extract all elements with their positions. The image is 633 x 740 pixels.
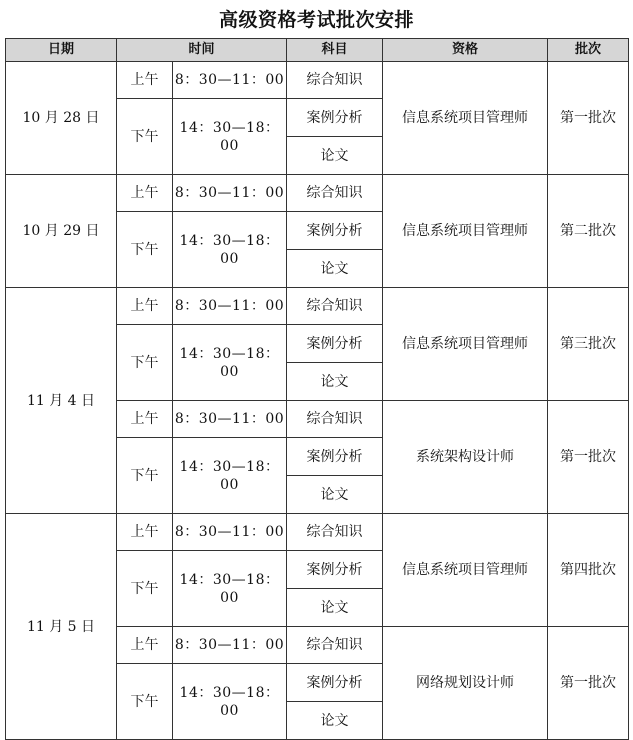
batch-cell: 第三批次 — [548, 288, 629, 401]
batch-cell: 第二批次 — [548, 175, 629, 288]
qualification-cell: 信息系统项目管理师 — [383, 175, 548, 288]
time-cell: 8：30—11：00 — [173, 627, 287, 664]
time-cell: 8：30—11：00 — [173, 62, 287, 99]
time-cell: 8：30—11：00 — [173, 514, 287, 551]
qualification-cell: 系统架构设计师 — [383, 401, 548, 514]
header-subject: 科目 — [287, 39, 383, 62]
batch-cell: 第一批次 — [548, 401, 629, 514]
time-cell: 14：30—18：00 — [173, 99, 287, 175]
qualification-cell: 信息系统项目管理师 — [383, 288, 548, 401]
period-cell: 上午 — [117, 401, 173, 438]
time-cell: 14：30—18：00 — [173, 212, 287, 288]
subject-cell: 论文 — [287, 363, 383, 401]
date-cell: 10 月 29 日 — [6, 175, 117, 288]
subject-cell: 论文 — [287, 476, 383, 514]
period-cell: 下午 — [117, 438, 173, 514]
period-cell: 下午 — [117, 212, 173, 288]
subject-cell: 综合知识 — [287, 288, 383, 325]
subject-cell: 综合知识 — [287, 401, 383, 438]
header-batch: 批次 — [548, 39, 629, 62]
subject-cell: 案例分析 — [287, 212, 383, 250]
subject-cell: 论文 — [287, 250, 383, 288]
time-cell: 8：30—11：00 — [173, 175, 287, 212]
subject-cell: 案例分析 — [287, 438, 383, 476]
period-cell: 上午 — [117, 175, 173, 212]
date-cell: 10 月 28 日 — [6, 62, 117, 175]
batch-cell: 第一批次 — [548, 627, 629, 740]
time-cell: 14：30—18：00 — [173, 664, 287, 740]
table-header-row — [6, 39, 629, 62]
batch-cell: 第四批次 — [548, 514, 629, 627]
page-title: 高级资格考试批次安排 — [218, 9, 414, 31]
header-date: 日期 — [6, 39, 117, 62]
time-cell: 8：30—11：00 — [173, 401, 287, 438]
subject-cell: 综合知识 — [287, 627, 383, 664]
subject-cell: 案例分析 — [287, 664, 383, 702]
subject-cell: 综合知识 — [287, 62, 383, 99]
table-body — [6, 62, 629, 740]
date-cell: 11 月 5 日 — [6, 514, 117, 740]
table-row — [6, 514, 629, 551]
period-cell: 上午 — [117, 62, 173, 99]
subject-cell: 论文 — [287, 137, 383, 175]
table-row — [6, 288, 629, 325]
subject-cell: 综合知识 — [287, 514, 383, 551]
subject-cell: 综合知识 — [287, 175, 383, 212]
time-cell: 14：30—18：00 — [173, 551, 287, 627]
qualification-cell: 信息系统项目管理师 — [383, 62, 548, 175]
schedule-table — [5, 38, 629, 740]
period-cell: 下午 — [117, 325, 173, 401]
period-cell: 下午 — [117, 551, 173, 627]
subject-cell: 案例分析 — [287, 325, 383, 363]
subject-cell: 论文 — [287, 589, 383, 627]
period-cell: 上午 — [117, 627, 173, 664]
subject-cell: 论文 — [287, 702, 383, 740]
header-qualification: 资格 — [383, 39, 548, 62]
time-cell: 14：30—18：00 — [173, 325, 287, 401]
subject-cell: 案例分析 — [287, 99, 383, 137]
period-cell: 上午 — [117, 514, 173, 551]
period-cell: 上午 — [117, 288, 173, 325]
date-cell: 11 月 4 日 — [6, 288, 117, 514]
time-cell: 8：30—11：00 — [173, 288, 287, 325]
qualification-cell: 网络规划设计师 — [383, 627, 548, 740]
batch-cell: 第一批次 — [548, 62, 629, 175]
period-cell: 下午 — [117, 99, 173, 175]
qualification-cell: 信息系统项目管理师 — [383, 514, 548, 627]
subject-cell: 案例分析 — [287, 551, 383, 589]
table-row — [6, 175, 629, 212]
period-cell: 下午 — [117, 664, 173, 740]
table-row — [6, 62, 629, 99]
header-time: 时间 — [117, 39, 287, 62]
time-cell: 14：30—18：00 — [173, 438, 287, 514]
